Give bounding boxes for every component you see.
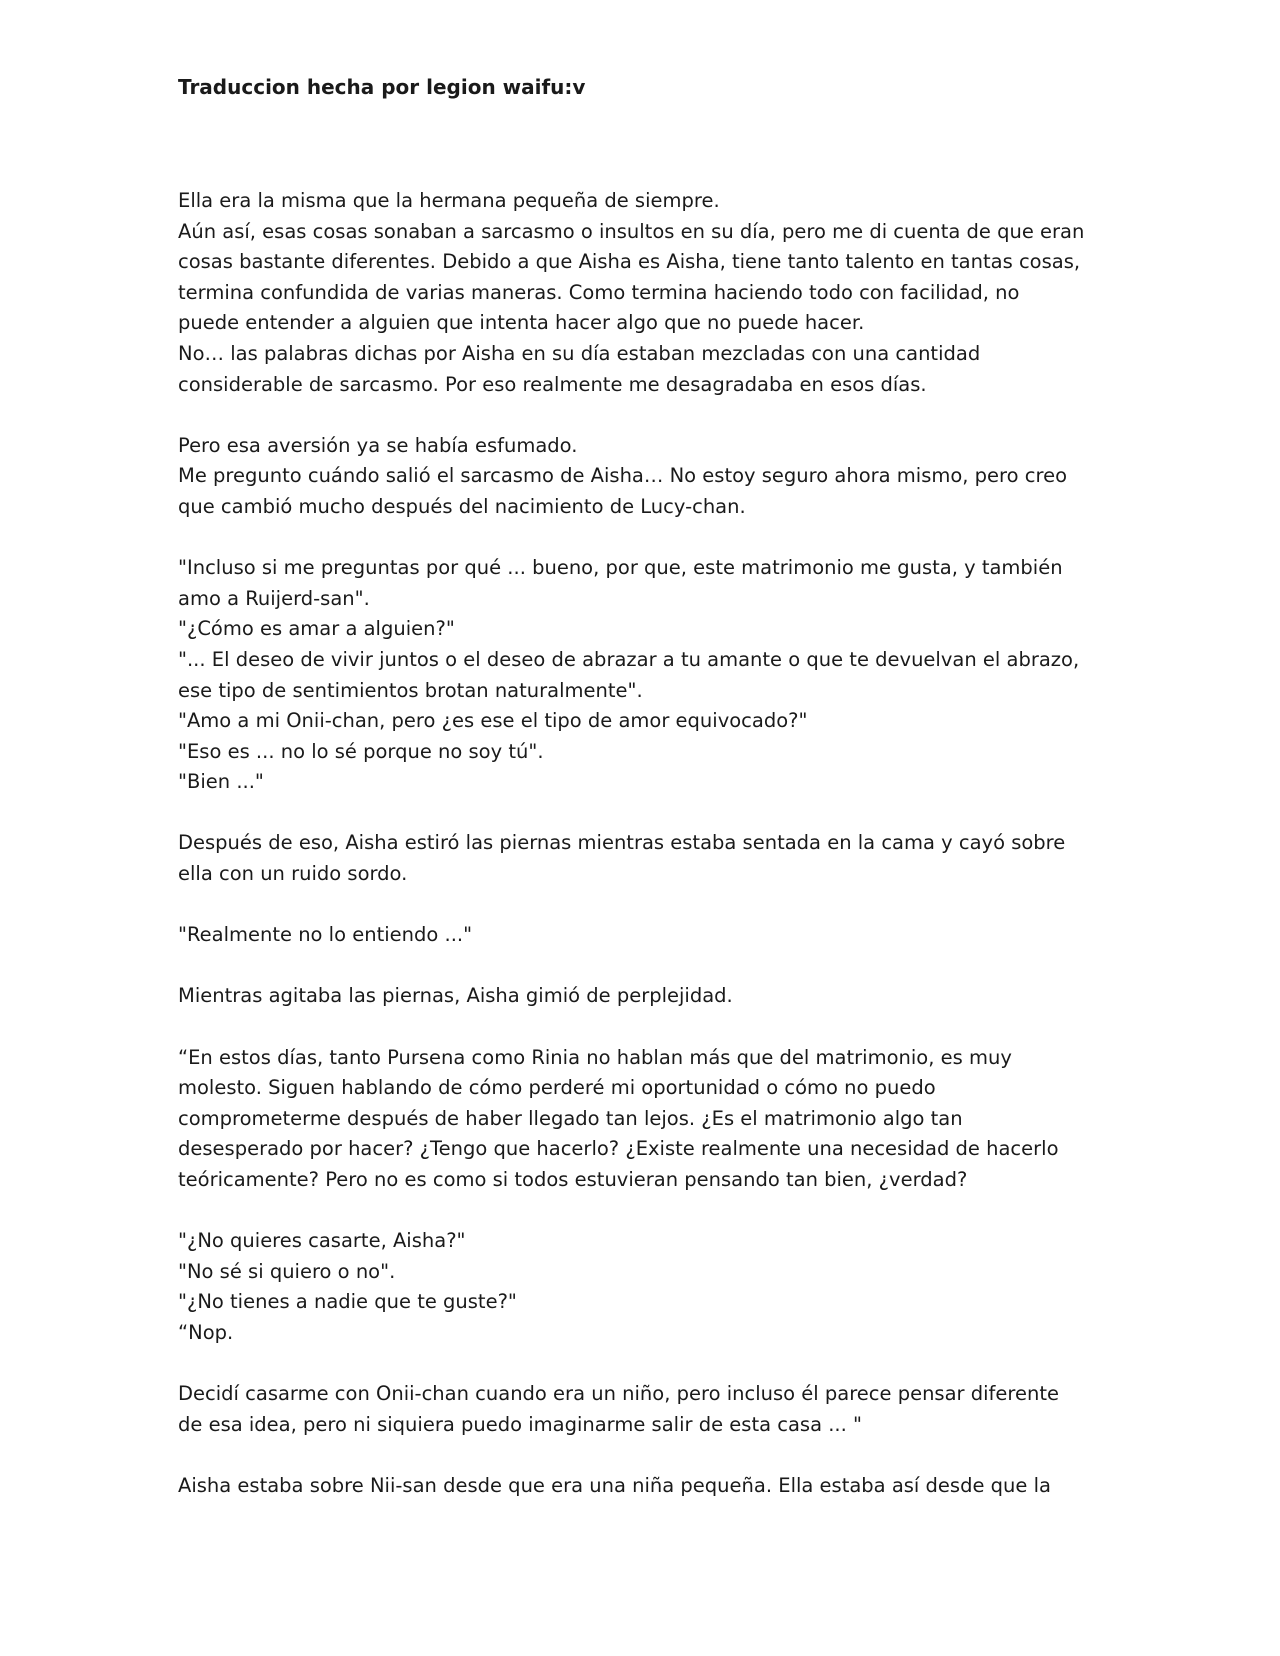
text-line: "Incluso si me preguntas por qué ... bueno, por que, este matrimonio me gusta, y también xyxy=(178,556,1063,580)
text-line: cosas bastante diferentes. Debido a que Aisha es Aisha, tiene tanto talento en tantas cosas, xyxy=(178,250,1081,274)
paragraph-break xyxy=(178,1440,1108,1471)
text-line: teóricamente? Pero no es como si todos estuvieran pensando tan bien, ¿verdad? xyxy=(178,1168,968,1191)
paragraph-break xyxy=(178,1196,1108,1227)
text-line: Me pregunto cuándo salió el sarcasmo de Aisha… No estoy seguro ahora mismo, pero creo xyxy=(178,464,1068,488)
text-line: Pero esa aversión ya se había esfumado. xyxy=(178,433,578,457)
text-line: puede entender a alguien que intenta hacer algo que no puede hacer. xyxy=(178,311,865,335)
document-body xyxy=(178,186,1108,1502)
text-line: comprometerme después de haber llegado tan lejos. ¿Es el matrimonio algo tan xyxy=(178,1106,963,1130)
text-line: ese tipo de sentimientos brotan naturalmente". xyxy=(178,678,643,702)
paragraph-break xyxy=(178,951,1108,982)
text-line: Después de eso, Aisha estiró las piernas mientras estaba sentada en la cama y cayó sobre xyxy=(178,831,1066,855)
paragraph-break xyxy=(178,798,1108,829)
text-line: considerable de sarcasmo. Por eso realmente me desagradaba en esos días. xyxy=(178,372,927,396)
text-line: No… las palabras dichas por Aisha en su día estaban mezcladas con una cantidad xyxy=(178,341,981,365)
paragraph-break xyxy=(178,523,1108,554)
text-line: de esa idea, pero ni siquiera puedo imaginarme salir de esta casa ... " xyxy=(178,1412,862,1436)
paragraph-break xyxy=(178,1349,1108,1380)
text-line: "Eso es ... no lo sé porque no soy tú". xyxy=(178,739,544,763)
text-line: Aún así, esas cosas sonaban a sarcasmo o insultos en su día, pero me di cuenta de que eran xyxy=(178,219,1085,243)
text-line: Decidí casarme con Onii-chan cuando era un niño, pero incluso él parece pensar diferente xyxy=(178,1382,1060,1406)
text-line: "Amo a mi Onii-chan, pero ¿es ese el tipo de amor equivocado?" xyxy=(178,709,808,733)
text-line: Mientras agitaba las piernas, Aisha gimió de perplejidad. xyxy=(178,984,733,1008)
text-line: "Bien ..." xyxy=(178,770,264,794)
text-line: ella con un ruido sordo. xyxy=(178,862,408,886)
text-line: Aisha estaba sobre Nii-san desde que era una niña pequeña. Ella estaba así desde que la xyxy=(178,1473,1051,1497)
paragraph-break xyxy=(178,1012,1108,1043)
text-line: “En estos días, tanto Pursena como Rinia no hablan más que del matrimonio, es muy xyxy=(178,1045,1012,1069)
text-line: “Nop. xyxy=(178,1320,234,1344)
text-line: "... El deseo de vivir juntos o el deseo de abrazar a tu amante o que te devuelvan el abrazo, xyxy=(178,647,1080,671)
document-title: Traduccion hecha por legion waifu:v xyxy=(178,75,586,99)
text-line: desesperado por hacer? ¿Tengo que hacerlo? ¿Existe realmente una necesidad de hacerlo xyxy=(178,1137,1059,1161)
text-line: molesto. Siguen hablando de cómo perderé mi oportunidad o cómo no puedo xyxy=(178,1076,936,1100)
text-line: termina confundida de varias maneras. Como termina haciendo todo con facilidad, no xyxy=(178,280,1020,304)
text-line: amo a Ruijerd-san". xyxy=(178,586,370,610)
text-line: "¿No tienes a nadie que te guste?" xyxy=(178,1290,517,1314)
text-line: "¿Cómo es amar a alguien?" xyxy=(178,617,455,641)
paragraph-break xyxy=(178,400,1108,431)
text-line: "Realmente no lo entiendo ..." xyxy=(178,923,473,947)
paragraph-break xyxy=(178,890,1108,921)
text-line: que cambió mucho después del nacimiento de Lucy-chan. xyxy=(178,494,746,518)
text-line: Ella era la misma que la hermana pequeña de siempre. xyxy=(178,189,720,212)
text-line: "¿No quieres casarte, Aisha?" xyxy=(178,1229,466,1253)
document-page xyxy=(178,72,1108,1502)
text-line: "No sé si quiero o no". xyxy=(178,1259,396,1283)
